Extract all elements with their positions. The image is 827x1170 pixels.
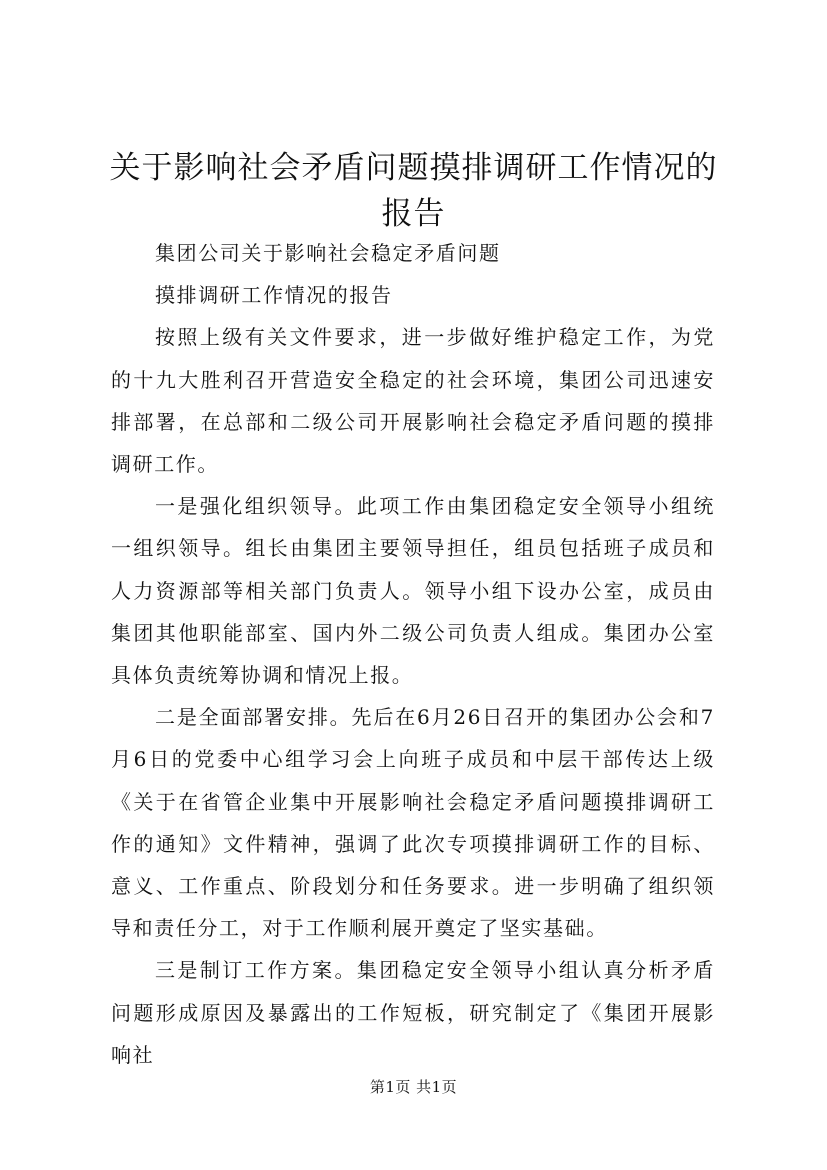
paragraph: 二是全面部署安排。先后在6月26日召开的集团办公会和7月6日的党委中心组学习会上向班子成员和中层干部传达上级《关于在省管企业集中开展影响社会稳定矛盾问题摸排调研工作的通知》文件精神，强调了此次专项摸排调研工作的目标、意义、工作重点、阶段划分和任务要求。进一步明确了组织领导和责任分工，对于工作顺利展开奠定了坚实基础。 — [111, 705, 715, 941]
paragraph: 摸排调研工作情况的报告 — [155, 283, 393, 308]
paragraph: 集团公司关于影响社会稳定矛盾问题 — [155, 241, 501, 265]
page-footer: 第1页 共1页 — [369, 1078, 458, 1096]
paragraph: 三是制订工作方案。集团稳定安全领导小组认真分析矛盾问题形成原因及暴露出的工作短板，研究制定了《集团开展影响社 — [111, 958, 715, 1067]
document-title: 关于影响社会矛盾问题摸排调研工作情况的报告 — [109, 150, 718, 232]
paragraph: 一是强化组织领导。此项工作由集团稳定安全领导小组统一组织领导。组长由集团主要领导担任，组员包括班子成员和人力资源部等相关部门负责人。领导小组下设办公室，成员由集团其他职能部室、国内外二级公司负责人组成。集团办公室具体负责统筹协调和情况上报。 — [111, 494, 715, 688]
document-body — [111, 232, 715, 1076]
paragraph: 按照上级有关文件要求，进一步做好维护稳定工作，为党的十九大胜利召开营造安全稳定的社会环境，集团公司迅速安排部署，在总部和二级公司开展影响社会稳定矛盾问题的摸排调研工作。 — [111, 325, 715, 477]
